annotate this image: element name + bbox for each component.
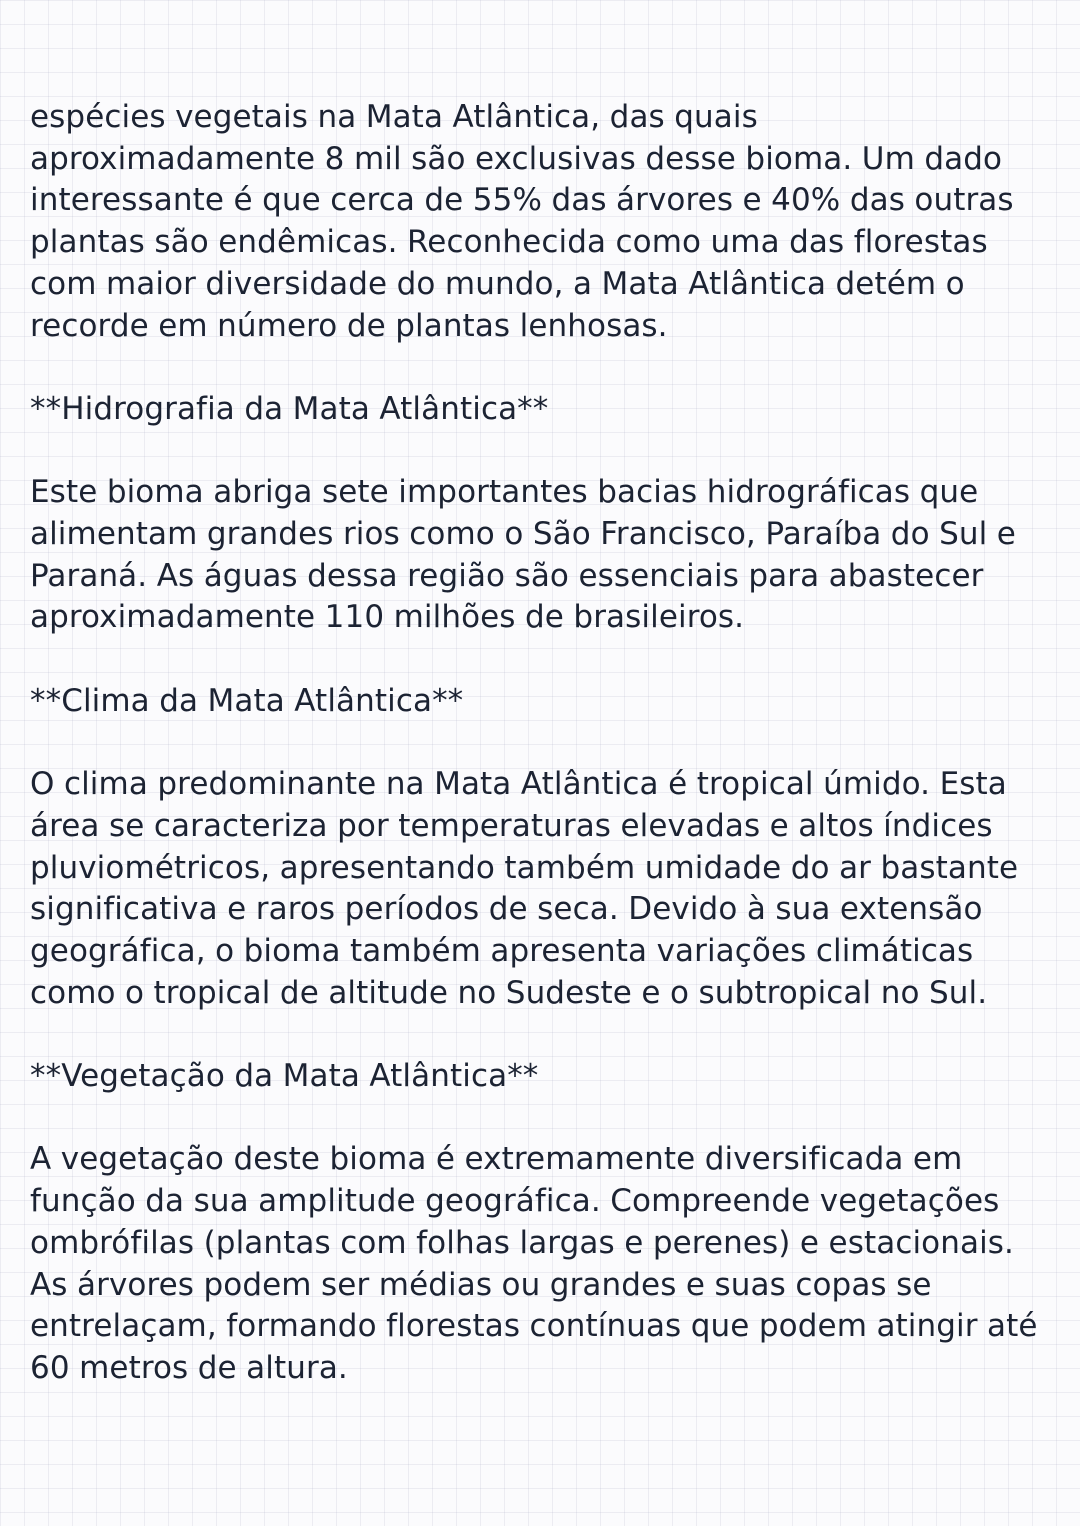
paragraph-gap: [30, 431, 1050, 473]
section-heading-clima: **Clima da Mata Atlântica**: [30, 682, 464, 719]
paragraph-gap: [30, 347, 1050, 389]
section-body-clima: O clima predominante na Mata Atlântica é tropical úmido. Esta área se caracteriza por temperaturas elevadas e altos índices pluviométricos, apresentando também umidade do ar bastante significativa e raros períodos de seca. Devido à sua extensão geográfica, o bioma também apresenta variações climáticas como o tropical de altitude no Sudeste e o subtropical no Sul.: [30, 766, 1019, 1011]
section-body-hidrografia: Este bioma abriga sete importantes bacias hidrográficas que alimentam grandes rios como o São Francisco, Paraíba do Sul e Paraná. As águas dessa região são essenciais para abastecer aproximadamente 110 milhões de brasileiros.: [30, 474, 1016, 636]
paragraph-gap: [30, 1014, 1050, 1056]
section-heading-vegetacao: **Vegetação da Mata Atlântica**: [30, 1058, 539, 1095]
paragraph-gap: [30, 1098, 1050, 1140]
section-body-vegetacao: A vegetação deste bioma é extremamente diversificada em função da sua amplitude geográfica. Compreende vegetações ombrófilas (plantas com folhas largas e perenes) e estacionais. As árvores podem ser médias ou grandes e suas copas se entrelaçam, formando florestas contínuas que podem atingir até 60 metros de altura.: [30, 1141, 1038, 1386]
section-heading-hidrografia: **Hidrografia da Mata Atlântica**: [30, 390, 549, 427]
paragraph-gap: [30, 723, 1050, 765]
intro-paragraph: espécies vegetais na Mata Atlântica, das quais aproximadamente 8 mil são exclusivas desse bioma. Um dado interessante é que cerca de 55% das árvores e 40% das outras plantas são endêmicas. Reconhecida como uma das florestas com maior diversidade do mundo, a Mata Atlântica detém o recorde em número de plantas lenhosas.: [30, 99, 1014, 344]
paragraph-gap: [30, 639, 1050, 681]
